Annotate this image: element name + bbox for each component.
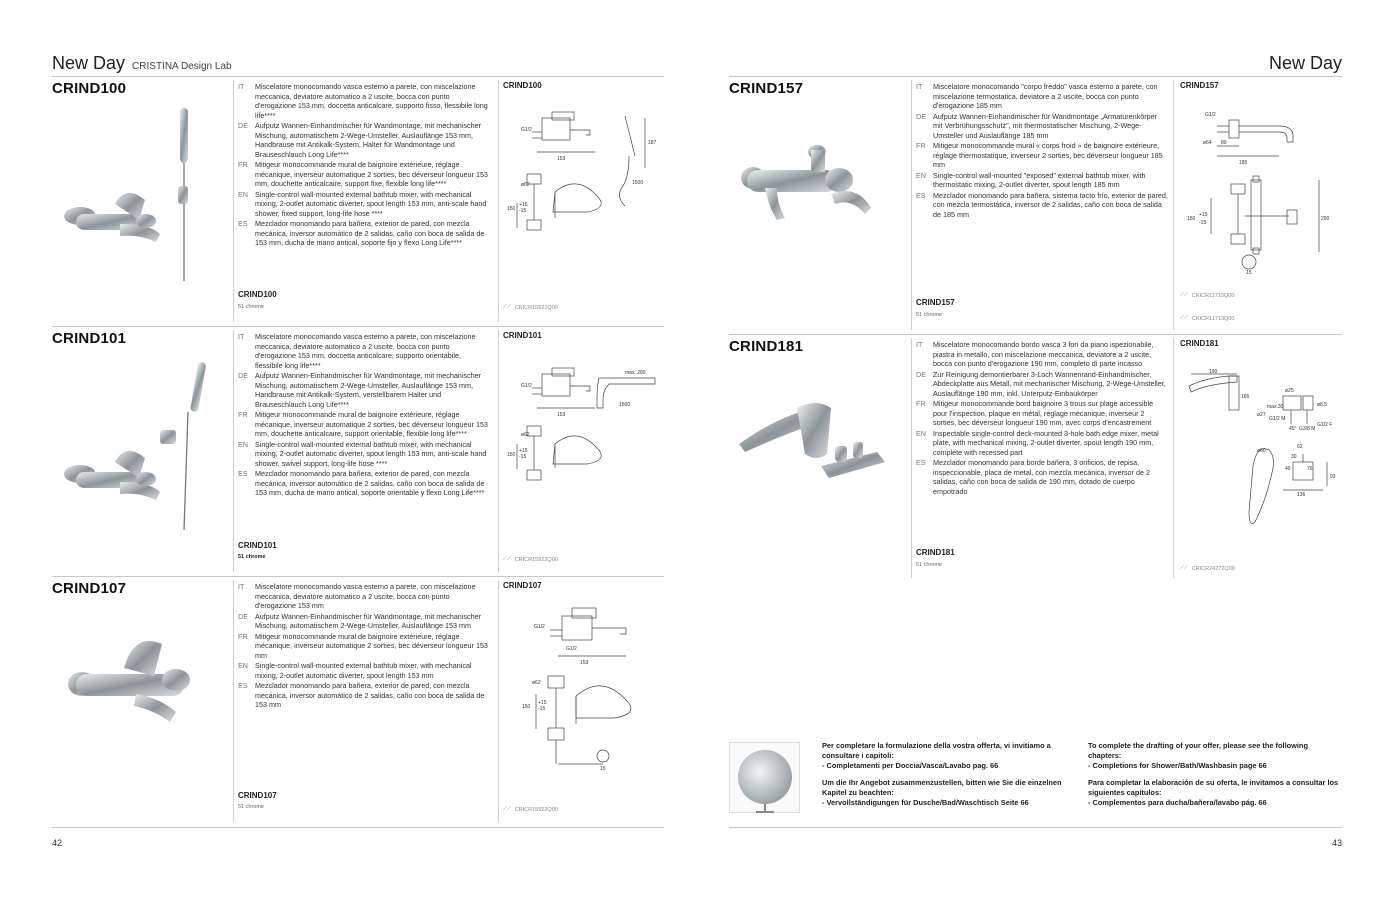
- desc-en: EN Single-control wall-mounted external bathtub mixer, with mechanical mixing, 2-outlet automatic diverter, spout length 153 mm, anti-scale hand shower, swivel support, long-life hose ****: [238, 439, 487, 468]
- brand-title: New Day CRISTINA Design Lab: [52, 53, 232, 73]
- dim-label: 150: [1187, 216, 1196, 222]
- cartridge-ref: ⟋⟋ CRICR15922Q00: [503, 304, 558, 311]
- column-divider: [233, 580, 234, 822]
- dim-label: 150: [507, 206, 516, 212]
- product-code: CRIND107: [52, 580, 127, 597]
- desc-es: ES Mezclador monomando para bañera, exterior de pared, con mezcla mecánica, inversor automático de 2 salidas, caño con boca de salida de 153 mm: [238, 681, 485, 709]
- column-divider: [233, 80, 234, 322]
- dim-label: 93: [1330, 474, 1336, 480]
- product-description: [238, 332, 490, 499]
- page-number: 42: [52, 838, 63, 848]
- column-divider: [233, 330, 234, 572]
- dim-label: G1/2: [1205, 112, 1216, 118]
- desc-es: ES Mezclador monomando para bañera, exterior de pared, con mezcla mecánica, inversor automático de 2 salidas, caño con boca de salida de 153 mm, ducha de mano antical, soporte orientable y flexo Long Life****: [238, 469, 485, 497]
- desc-fr: FR Mitigeur monocommande bord baignoire 3 trous sur plage accessible pour l'inspection, plaque en métal, réglage mécanique, inverseur 2 sorties, bec déverseur longueur 190 mm, avec corps d'encastrement: [916, 399, 1154, 427]
- column-divider: [498, 330, 499, 572]
- dim-label: +15: [538, 700, 547, 706]
- dim-label: 153: [557, 156, 566, 162]
- desc-de: DE Zur Reinigung demontierbarer 3-Loch Wannenrand-Einhandmischer, Abdeckplatte aus Metall, mit mechanischer Mischung, 2-Wege-Umsteller, Auslauflänge 190 mm, inkl. Unterputz-Einbaukörper: [916, 369, 1166, 398]
- column-divider: [911, 80, 912, 330]
- dim-label: -15: [519, 208, 527, 214]
- dim-label: 150: [507, 452, 516, 458]
- dim-label: 45°: [1289, 426, 1297, 432]
- dim-label: 62: [1297, 444, 1303, 450]
- dim-label: G1/2: [566, 646, 577, 652]
- footer-rule: [729, 827, 1342, 828]
- dim-label: G3/8 M: [1299, 426, 1316, 432]
- desc-it: IT Miscelatore monocomando vasca esterno a parete, con miscelazione meccanica, deviatore automatico a 2 uscite, bocca con punto d'erogazione 153 mm: [238, 582, 476, 610]
- dim-label: -15: [519, 454, 527, 460]
- dim-label: 1500: [619, 402, 631, 408]
- product-description: [238, 582, 490, 711]
- finish-label: 51 chrome: [238, 554, 266, 560]
- dim-label: ø62: [532, 680, 541, 686]
- footer-code: CRIND107: [238, 791, 277, 800]
- dim-label: ø27: [1257, 412, 1266, 418]
- finish-label: 51 chrome: [916, 562, 942, 568]
- product-description: [238, 82, 490, 249]
- note-text: Per completare la formulazione della vostra offerta, vi invitiamo a consultare i capitoli: - Completamenti per Doccia/Vasca/Lavabo pag. 66: [822, 741, 1051, 770]
- product-code: CRIND181: [729, 338, 804, 355]
- desc-fr: FR Mitigeur monocommande mural « corps froid » de baignoire extérieure, réglage thermostatique, inverseur 2 sorties, bec déverseur longueur 185 mm: [916, 141, 1163, 169]
- note-text: To complete the drafting of your offer, please see the following chapters: - Completions for Shower/Bath/Washbasin page 66: [1088, 741, 1308, 770]
- product-image: [66, 630, 196, 730]
- desc-es: ES Mezclador monomando para bañera, exterior de pared, con mezcla mecánica, inversor automático de 2 salidas, caño con boca de salida de 153 mm, ducha de mano antical, soporte fijo y flexo Long Life****: [238, 219, 485, 247]
- cartridge-icon: ⟋⟋: [1180, 292, 1188, 298]
- technical-drawing: [1187, 104, 1330, 276]
- footer-rule: [52, 827, 664, 828]
- header-rule: [729, 76, 1342, 77]
- dim-label: G1/2 F: [1317, 422, 1333, 428]
- cartridge-icon: ⟋⟋: [503, 556, 511, 562]
- desc-fr: FR Mitigeur monocommande mural de baignoire extérieure, réglage mécanique, inverseur automatique 2 sorties, bec déverseur longueur 153 mm: [238, 631, 488, 660]
- dim-label: +15: [519, 202, 528, 208]
- dim-label: G1/2 M: [1269, 416, 1286, 422]
- technical-drawing: [507, 364, 662, 494]
- drawing-code: CRIND107: [503, 581, 542, 590]
- dim-label: ø62: [521, 432, 530, 438]
- dim-label: 15: [600, 766, 606, 772]
- finish-label: 51 chrome: [238, 804, 264, 810]
- column-divider: [498, 580, 499, 822]
- desc-fr: FR Mitigeur monocommande mural de baignoire extérieure, réglage mécanique, inverseur automatique 2 sorties, bec déverseur longueur 153 mm, douchette anticalcaire, support orientable, flexible long life****: [238, 410, 488, 438]
- dim-label: 80: [1221, 140, 1227, 146]
- cartridge-icon: ⟋⟋: [1180, 315, 1188, 321]
- desc-en: EN Inspectable single-control deck-mounted 3-hole bath edge mixer, metal plate, with mechanical mixing, 2-outlet diverter, spout length 190 mm, complete with recessed part: [916, 428, 1159, 457]
- dim-label: 15: [1246, 270, 1252, 276]
- desc-it: IT Miscelatore monocomando vasca esterno a parete, con miscelazione meccanica, deviatore automatico a 2 uscite, bocca con punto d'erogazione 153 mm, doccetta anticalcare, supporto orientabile, flessibile long life****: [238, 332, 476, 370]
- product-image: [737, 394, 887, 494]
- dim-label: 165: [1241, 394, 1250, 400]
- dim-label: 30: [1291, 454, 1297, 460]
- notes-en-es: [1088, 741, 1342, 815]
- right-page: [729, 0, 1342, 901]
- dim-label: 153: [557, 412, 566, 418]
- shower-head-image: [729, 742, 800, 813]
- section-rule: [52, 576, 664, 577]
- desc-de: DE Aufputz Wannen-Einhandmischer für Wandmontage „Armaturenkörper mit Verbrühungsschutz", mit thermostatischer Mischung, 2-Wege-Umsteller und Auslauflänge 185 mm: [916, 111, 1157, 140]
- column-divider: [1173, 338, 1174, 578]
- desc-it: IT Miscelatore monocomando vasca esterno a parete, con miscelazione meccanica, deviatore automatico a 2 uscite, bocca con punto d'erogazione 153 mm, doccetta anticalcare, supporto fisso, flessibile long life****: [238, 82, 488, 120]
- cartridge-ref: ⟋⟋ CRICR15922Q00: [503, 806, 558, 813]
- column-divider: [911, 338, 912, 578]
- product-description: [916, 82, 1168, 220]
- product-code: CRIND101: [52, 330, 127, 347]
- cartridge-icon: ⟋⟋: [503, 304, 511, 310]
- desc-de: DE Aufputz Wannen-Einhandmischer für Wandmontage, mit mechanischer Mischung, automatischem 2-Wege-Umsteller, Auslauflänge 153 mm, Handbrause mit Antikalk-System, Halter für Wandmontage und Brauseschlauch Long Life****: [238, 121, 481, 159]
- dim-label: ø64: [1203, 140, 1212, 146]
- dim-label: ø62: [521, 182, 530, 188]
- cartridge-icon: ⟋⟋: [1180, 565, 1188, 571]
- cartridge-icon: ⟋⟋: [503, 806, 511, 812]
- dim-label: 40: [1285, 466, 1291, 472]
- cartridge-ref: ⟋⟋ CRICR11715Q00: [1180, 292, 1235, 299]
- footer-code: CRIND181: [916, 548, 955, 557]
- product-description: [916, 340, 1168, 497]
- footer-code: CRIND100: [238, 290, 277, 299]
- desc-de: DE Aufputz Wannen-Einhandmischer für Wandmontage, mit mechanischer Mischung, automatischem 2-Wege-Umsteller, Auslauflänge 153 mm, Handbrause mit Antikalk-System, verstellbarem Halter und Brauseschlauch Long Life****: [238, 371, 481, 409]
- dim-label: ø8.5: [1317, 402, 1328, 408]
- column-divider: [498, 80, 499, 322]
- footer-code: CRIND101: [238, 541, 277, 550]
- dim-label: 290: [1321, 216, 1330, 222]
- desc-it: IT Miscelatore monocomando "corpo freddo" vasca esterno a parete, con miscelazione termostatica, deviatore a 2 uscite, bocca con punto d'erogazione 185 mm: [916, 82, 1158, 110]
- note-text: Um die Ihr Angebot zusammenzustellen, bitten wie Sie die einzelnen Kapitel zu beachten: - Vervollständigungen für Dusche/Bad/Waschtisch Seite 66: [822, 778, 1062, 807]
- dim-label: G1/2: [534, 624, 545, 630]
- note-text: Para completar la elaboración de su oferta, le invitamos a consultar los siguientes capítulos: - Complementos para ducha/bañera/lavabo pág. 66: [1088, 778, 1339, 807]
- desc-es: ES Mezclador monomando para borde bañera, 3 orificios, de repisa, inspeccionable, placa de metal, con mezcla mecánica, inversor de 2 salidas, caño con boca de salida de 190 mm, dotado de cuerpo empotrado: [916, 458, 1150, 496]
- dim-label: 190: [1209, 369, 1218, 375]
- product-image: [60, 106, 200, 326]
- dim-label: 150: [522, 704, 531, 710]
- dim-label: 153: [580, 660, 589, 666]
- desc-it: IT Miscelatore monocomando bordo vasca 3 fori da piano ispezionabile, piastra in metallo, con miscelazione meccanica, deviatore a 2 uscite, bocca con punto d'erogazione 190 mm, completo di parte incasso: [916, 340, 1154, 368]
- dim-label: 136: [1297, 492, 1306, 498]
- technical-drawing: [522, 604, 652, 774]
- dim-label: max. 280: [625, 370, 646, 376]
- dim-label: G1/2: [521, 127, 532, 133]
- product-image: [60, 358, 210, 538]
- header-rule: [52, 76, 664, 77]
- dim-label: 76: [1307, 466, 1313, 472]
- desc-en: EN Single-control wall-mounted external bathtub mixer, with mechanical mixing, 2-outlet automatic diverter, spout length 153 mm, anti-scale hand shower, fixed support, long-life hose ****: [238, 189, 487, 218]
- cartridge-ref: ⟋⟋ CRICR11713Q00: [1180, 315, 1235, 322]
- product-image: [739, 140, 879, 230]
- dim-label: -15: [538, 706, 546, 712]
- finish-label: 51 chrome: [916, 312, 942, 318]
- shower-head-icon: [730, 743, 801, 814]
- desc-de: DE Aufputz Wannen-Einhandmischer für Wandmontage, mit mechanischer Mischung, automatischem 2-Wege-Umsteller, Auslauflänge 153 mm: [238, 611, 481, 630]
- technical-drawing: [1187, 370, 1337, 530]
- drawing-code: CRIND101: [503, 331, 542, 340]
- desc-fr: FR Mitigeur monocommande mural de baignoire extérieure, réglage mécanique, inverseur automatique 2 sorties, bec déverseur longueur 153 mm, douchette anticalcaire, support fixe, flexible long life****: [238, 160, 488, 188]
- section-rule: [52, 326, 664, 327]
- dim-label: ø25: [1285, 388, 1294, 394]
- desc-es: ES Mezclador monomando para bañera, sistema tacto frío, exterior de pared, con mezcla termostática, inversor de 2 salidas, caño con boca de salida de 185 mm: [916, 190, 1168, 219]
- drawing-code: CRIND181: [1180, 339, 1219, 348]
- dim-label: 187: [648, 140, 657, 146]
- dim-label: +15: [1199, 212, 1208, 218]
- drawing-code: CRIND157: [1180, 81, 1219, 90]
- cartridge-ref: ⟋⟋ CRICR24272Q00: [1180, 565, 1235, 572]
- product-code: CRIND157: [729, 80, 804, 97]
- brand-title: New Day: [1268, 53, 1342, 73]
- desc-en: EN Single-control wall-mounted "exposed" external bathtub mixer, with thermostatic mixing, 2-outlet diverter, spout length 185 mm: [916, 170, 1146, 189]
- page-number: 43: [1331, 838, 1342, 848]
- dim-label: G1/2: [521, 383, 532, 389]
- cartridge-ref: ⟋⟋ CRICR15922Q00: [503, 556, 558, 563]
- dim-label: -15: [1199, 220, 1207, 226]
- column-divider: [1173, 80, 1174, 330]
- finish-label: 51 chrome: [238, 304, 264, 310]
- product-code: CRIND100: [52, 80, 127, 97]
- dim-label: 1500: [632, 180, 644, 186]
- drawing-code: CRIND100: [503, 81, 542, 90]
- dim-label: max.30: [1267, 404, 1284, 410]
- notes-it-de: [822, 741, 1072, 815]
- dim-label: 185: [1239, 160, 1248, 166]
- footer-code: CRIND157: [916, 298, 955, 307]
- left-page: [52, 0, 664, 901]
- brand-subtitle: CRISTINA Design Lab: [132, 61, 232, 72]
- dim-label: ø60: [1257, 448, 1266, 454]
- section-rule: [729, 334, 1342, 335]
- dim-label: +15: [519, 448, 528, 454]
- technical-drawing: [507, 108, 662, 248]
- desc-en: EN Single-control wall-mounted external bathtub mixer, with mechanical mixing, 2-outlet automatic diverter, spout length 153 mm: [238, 661, 472, 680]
